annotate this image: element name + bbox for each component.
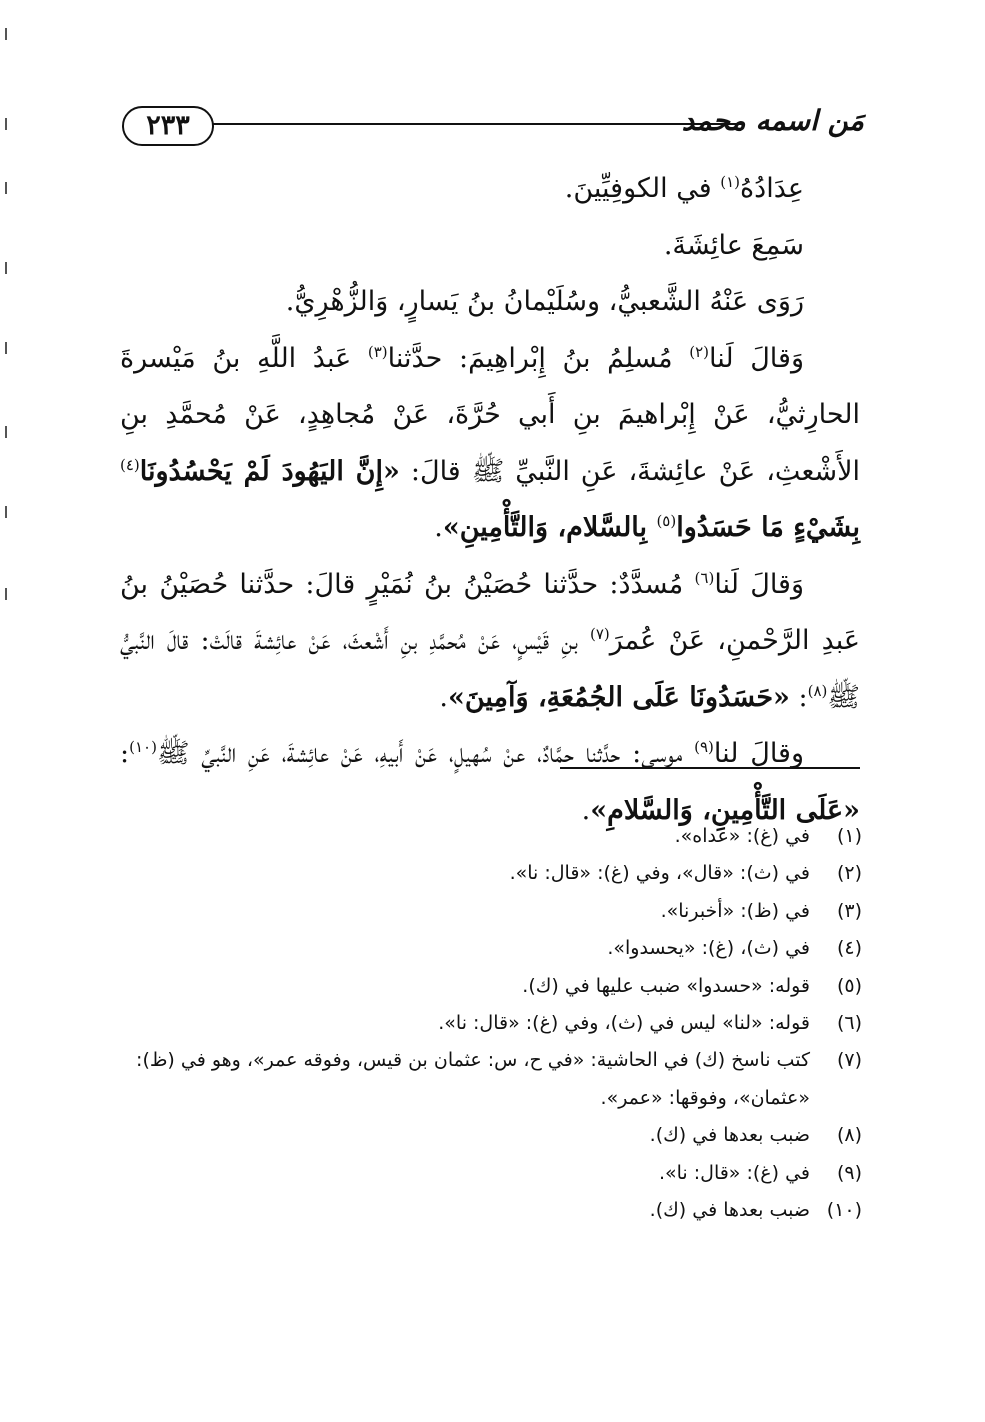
hadith-quote: «حَسَدُونَا عَلَى الجُمُعَةِ، وَآمِينَ» [447,681,790,713]
text-run: . [581,794,591,826]
footnote-ref-3[interactable]: (٣) [367,342,388,361]
footnote-item [120,1155,862,1192]
paragraph-2 [120,218,860,275]
page-number: ٢٣٣ [122,106,214,146]
footnote-ref-1[interactable]: (١) [720,173,741,191]
footnote-number: (٢) [836,862,862,885]
footnote-item [120,1117,862,1154]
paragraph-5 [120,557,860,727]
text-run: عَبدُ اللَّهِ بنُ مَيْسرةَ الحارِثيُّ، عَنْ إِبْراهيمَ بنِ أَبي حُرَّةَ، عَنْ مُجاهِدٍ، عَنْ مُحمَّدِ بنِ الأَشْعثِ، عَنْ عائِشةَ، عَنِ النَّبيِّ ﷺ قالَ: [120,342,860,487]
text-run: مُسلِمُ بنُ إِبْراهِيمَ: حدَّثنا [387,342,690,374]
footnote-number: (٥) [836,974,862,997]
footnote-text: ضبب بعدها في (ك). [649,1124,810,1147]
header-rule [212,123,744,125]
paragraph-1 [120,161,860,218]
footnote-ref-5[interactable]: (٥) [656,512,677,530]
footnote-ref-4[interactable]: (٤) [120,455,140,474]
footnote-ref-10[interactable]: (١٠) [129,738,157,756]
footnote-text: في (غ): «عداه». [674,825,810,847]
footnote-ref-2[interactable]: (٢) [689,342,709,361]
footnote-text: في (ث)، (غ): «يحسدوا». [607,937,810,960]
text-run: : [120,738,130,769]
text-run: وَقالَ لَنا [714,568,804,600]
footnote-text: في (ظ): «أخبرنا». [660,899,810,922]
footnote-text: في (غ): «قال: نا». [658,1161,810,1184]
paragraph-4 [120,331,860,557]
text-run: بنِ قَيْسٍ، عَنْ مُحمَّدِ بنِ أَشْعثَ، عَنْ عائِشةَ قالَتْ: قالَ النَّبيُّ ﷺ [120,625,860,713]
main-text [120,161,860,839]
footnote-number: (٤) [836,937,862,960]
hadith-quote: بِالسَّلام، وَالتَّأْمِينِ» [442,512,657,543]
text-run: سَمِعَ عائِشَةَ. [663,229,804,261]
footnote-number: (٨) [836,1124,862,1147]
footnote-number: (٣) [836,899,862,922]
footnote-ref-7[interactable]: (٧) [589,625,610,643]
paragraph-3 [120,274,860,331]
text-run: وَقالَ لَنا [708,342,804,374]
text-run: مُسدَّدٌ: حدَّثنا حُصَيْنُ بنُ نُمَيْرٍ قالَ: حدَّثنا حُصَيْنُ بنُ عَبدِ الرَّحْمنِ، عَنْ عُمرَ [120,568,860,656]
text-run: عِدَادُهُ [740,173,804,204]
hadith-quote: «عَلَى التَّأْمِينِ، وَالسَّلامِ» [590,794,860,826]
text-run: رَوَى عَنْهُ الشَّعبيُّ، وسُلَيْمانُ بنُ يَسارٍ، وَالزُّهْرِيُّ. [285,286,804,317]
footnote-item [120,855,862,892]
page-header [112,96,864,156]
footnote-item [120,1192,862,1229]
footnote-item [120,930,862,967]
footnote-item [120,1042,862,1117]
footnote-text: كتب ناسخ (ك) في الحاشية: «في ح، س: عثمان بن قيس، وفوقه عمر»، وهو في (ظ): «عثمان»، وفوقها: «عمر». [136,1049,810,1109]
text-run: موسى: حدَّثنا حمَّادٌ، عنْ سُهيلٍ، عَنْ أَبيهِ، عَنْ عائِشةَ، عَنِ النَّبيِّ ﷺ [156,738,695,769]
footnote-number: (١) [836,825,862,847]
footnote-item [120,968,862,1005]
footnote-item [120,893,862,930]
hadith-quote: «إِنَّ اليَهُودَ لَمْ يَحْسُدُونَا [139,455,400,487]
running-head: مَن اسمه محمد [681,104,864,137]
footnote-ref-8[interactable]: (٨) [807,681,828,700]
text-run: وقالَ لنا [713,738,804,769]
text-run: . [439,681,448,713]
text-run: : [789,681,808,713]
footnote-text: في (ث): «قال»، وفي (غ): «قال: نا». [509,862,810,885]
footnote-number: (٩) [836,1161,862,1184]
footnote-item [120,818,862,855]
footnote-ref-9[interactable]: (٩) [694,738,714,756]
footnote-ref-6[interactable]: (٦) [694,568,715,587]
footnotes [120,818,862,1229]
hadith-quote: بِشَيْءٍ مَا حَسَدُوا [676,512,860,543]
footnote-text: قوله: «لنا» ليس في (ث)، وفي (غ): «قال: نا». [438,1012,810,1035]
footnote-text: ضبب بعدها في (ك). [649,1199,810,1222]
footnote-item [120,1005,862,1042]
footnote-separator [560,767,860,769]
footnote-number: (١٠) [826,1199,862,1222]
text-run: . [434,512,443,543]
footnote-number: (٦) [836,1012,862,1035]
footnote-text: قوله: «حسدوا» ضبب عليها في (ك). [522,974,810,997]
text-run: في الكوفِيِّينَ. [564,173,721,204]
footnote-number: (٧) [836,1049,862,1072]
